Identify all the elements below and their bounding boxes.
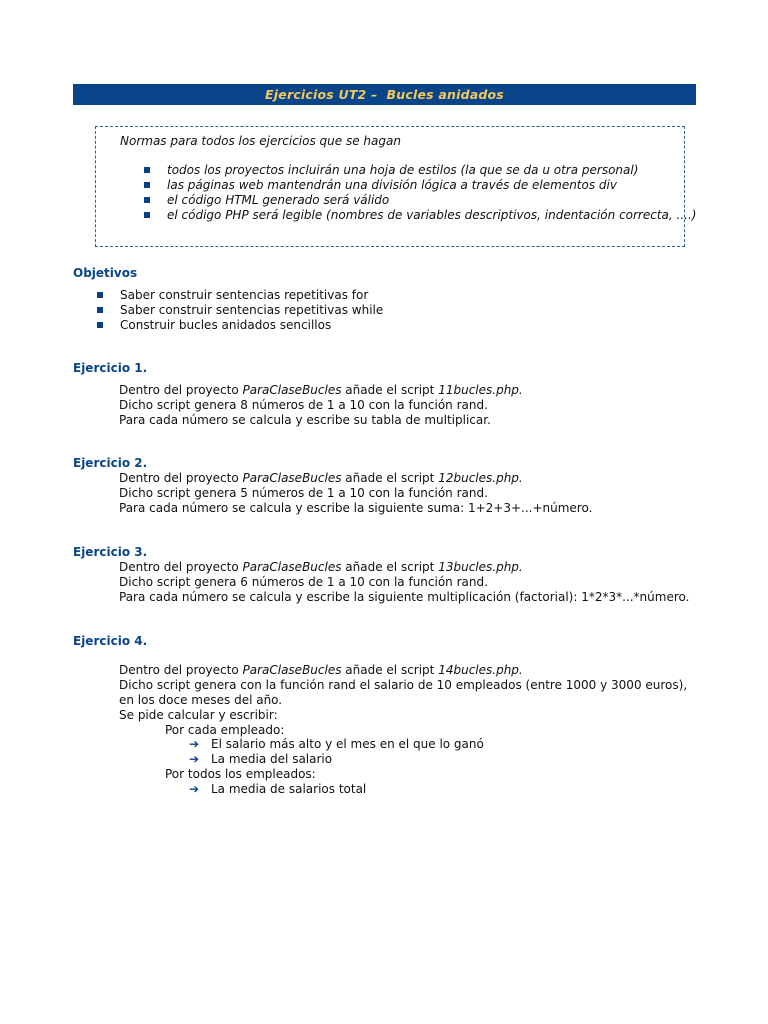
square-bullet-icon: [97, 307, 103, 313]
per-employee-label: Por cada empleado:: [165, 723, 285, 737]
exercise-3-heading: Ejercicio 3.: [73, 545, 148, 559]
rules-item: todos los proyectos incluirán una hoja de estilos (la que se da u otra personal): [120, 163, 696, 178]
square-bullet-icon: [144, 167, 150, 173]
square-bullet-icon: [144, 182, 150, 188]
exercise-1-line-1: Dentro del proyecto ParaClaseBucles añade el script 11bucles.php.: [119, 383, 523, 397]
exercise-2-body: [119, 471, 592, 516]
exercise-1-heading: Ejercicio 1.: [73, 361, 148, 375]
exercise-3-line-1: Dentro del proyecto ParaClaseBucles añade el script 13bucles.php.: [119, 560, 523, 574]
square-bullet-icon: [97, 322, 103, 328]
exercise-2-line-1: Dentro del proyecto ParaClaseBucles añade el script 12bucles.php.: [119, 471, 523, 485]
exercise-2-line-2: Dicho script genera 5 números de 1 a 10 con la función rand.: [119, 486, 488, 500]
page-title: Ejercicios UT2 – Bucles anidados: [265, 87, 504, 102]
exercise-1-body: [119, 383, 523, 428]
exercise-1-line-2: Dicho script genera 8 números de 1 a 10 con la función rand.: [119, 398, 488, 412]
rules-item: las páginas web mantendrán una división lógica a través de elementos div: [120, 178, 696, 193]
all-employees-label: Por todos los empleados:: [165, 767, 316, 781]
square-bullet-icon: [97, 292, 103, 298]
right-arrow-icon: ➔: [189, 737, 200, 751]
objectives-heading: Objetivos: [73, 266, 138, 280]
right-arrow-icon: ➔: [189, 782, 200, 796]
per-employee-item: ➔ El salario más alto y el mes en el que lo ganó: [189, 737, 484, 751]
square-bullet-icon: [144, 212, 150, 218]
objective-item: Construir bucles anidados sencillos: [73, 318, 383, 333]
rules-intro: Normas para todos los ejercicios que se hagan: [120, 134, 401, 148]
exercise-1-line-3: Para cada número se calcula y escribe su tabla de multiplicar.: [119, 413, 491, 427]
rules-item: el código PHP será legible (nombres de variables descriptivos, indentación correcta, ....): [120, 208, 696, 223]
exercise-4-body: [119, 663, 699, 723]
per-employee-item: ➔ La media del salario: [189, 752, 333, 766]
exercise-4-line-2: Dicho script genera con la función rand el salario de 10 empleados (entre 1000 y 3000 euros), en los doce meses del año.: [119, 678, 688, 707]
all-employees-item: ➔ La media de salarios total: [189, 782, 367, 796]
exercise-2-heading: Ejercicio 2.: [73, 456, 148, 470]
exercise-4-line-1: Dentro del proyecto ParaClaseBucles añade el script 14bucles.php.: [119, 663, 523, 677]
exercise-3-line-3: Para cada número se calcula y escribe la siguiente multiplicación (factorial): 1*2*3*...*número.: [119, 590, 690, 604]
objective-item: Saber construir sentencias repetitivas while: [73, 303, 383, 318]
exercise-3-line-2: Dicho script genera 6 números de 1 a 10 con la función rand.: [119, 575, 488, 589]
exercise-3-body: [119, 560, 689, 605]
exercise-2-line-3: Para cada número se calcula y escribe la siguiente suma: 1+2+3+...+número.: [119, 501, 593, 515]
rules-item: el código HTML generado será válido: [120, 193, 696, 208]
title-bar: [73, 84, 696, 105]
exercise-4-heading: Ejercicio 4.: [73, 634, 148, 648]
rules-list: [120, 163, 696, 223]
square-bullet-icon: [144, 197, 150, 203]
exercise-4-line-3: Se pide calcular y escribir:: [119, 708, 278, 722]
objectives-list: [73, 288, 383, 333]
objective-item: Saber construir sentencias repetitivas for: [73, 288, 383, 303]
rules-box: [95, 126, 697, 247]
right-arrow-icon: ➔: [189, 752, 200, 766]
